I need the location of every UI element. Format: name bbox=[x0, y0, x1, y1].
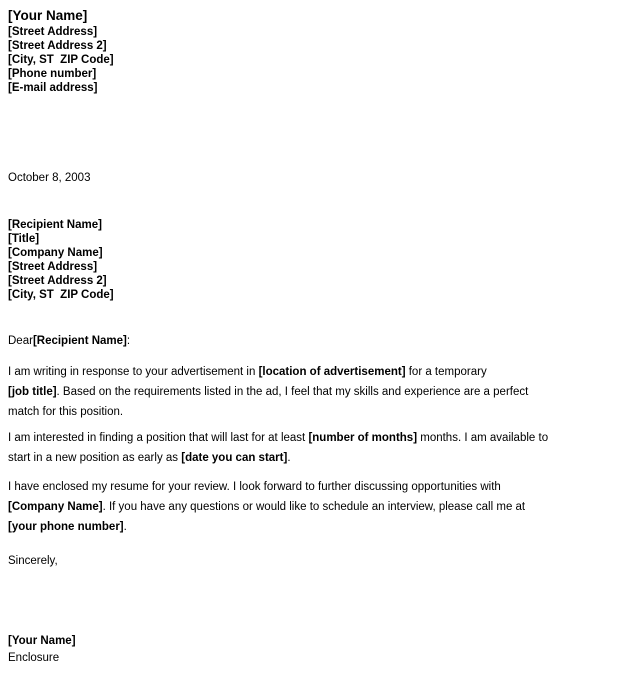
text-line bbox=[8, 497, 628, 517]
closing: Sincerely, bbox=[8, 555, 58, 567]
placeholder-field: [your phone number] bbox=[8, 521, 124, 533]
letter-date: October 8, 2003 bbox=[8, 172, 91, 184]
recipient-address-block bbox=[8, 218, 628, 302]
signature-name: [Your Name] bbox=[8, 635, 76, 647]
address-line: [Company Name] bbox=[8, 247, 103, 259]
text-segment: start in a new position as early as bbox=[8, 452, 182, 464]
text-segment: Dear bbox=[8, 335, 33, 347]
text-line bbox=[8, 382, 628, 402]
address-line: [City, ST ZIP Code] bbox=[8, 54, 114, 66]
text-segment: for a temporary bbox=[405, 366, 487, 378]
text-segment: I am interested in finding a position that will last for at least bbox=[8, 432, 309, 444]
text-segment: months. I am available to bbox=[417, 432, 549, 444]
placeholder-field: [Company Name] bbox=[8, 501, 103, 513]
body-paragraph-3 bbox=[8, 477, 628, 537]
text-line bbox=[8, 448, 628, 468]
text-line bbox=[8, 331, 628, 351]
address-line: [Title] bbox=[8, 233, 40, 245]
enclosure-note: Enclosure bbox=[8, 652, 60, 664]
text-segment: . bbox=[287, 452, 291, 464]
address-line: [Phone number] bbox=[8, 68, 97, 80]
text-line bbox=[8, 477, 628, 497]
text-segment: . Based on the requirements listed in the ad, I feel that my skills and experience are a perfect bbox=[56, 386, 529, 398]
text-segment: I am writing in response to your advertisement in bbox=[8, 366, 259, 378]
body-paragraph-1 bbox=[8, 362, 628, 422]
placeholder-field: [Recipient Name] bbox=[32, 335, 127, 347]
address-line: [E-mail address] bbox=[8, 82, 98, 94]
sender-name: [Your Name] bbox=[8, 8, 88, 23]
sender-address-lines bbox=[8, 25, 628, 95]
text-line bbox=[8, 517, 628, 537]
text-segment: . If you have any questions or would like to schedule an interview, please call me at bbox=[102, 501, 526, 513]
text-segment: match for this position. bbox=[8, 406, 124, 418]
placeholder-field: [location of advertisement] bbox=[258, 366, 406, 378]
sender-address-block bbox=[8, 7, 628, 95]
body-paragraph-2 bbox=[8, 428, 628, 468]
address-line: [Street Address 2] bbox=[8, 275, 107, 287]
address-line: [City, ST ZIP Code] bbox=[8, 289, 114, 301]
address-line: [Recipient Name] bbox=[8, 219, 102, 231]
text-line bbox=[8, 402, 628, 422]
placeholder-field: [number of months] bbox=[308, 432, 418, 444]
text-segment: : bbox=[126, 335, 131, 347]
address-line: [Street Address] bbox=[8, 261, 98, 273]
text-line bbox=[8, 362, 628, 382]
text-segment: I have enclosed my resume for your review. I look forward to further discussing opportunities with bbox=[8, 481, 501, 493]
salutation bbox=[8, 331, 628, 351]
placeholder-field: [job title] bbox=[8, 386, 57, 398]
address-line: [Street Address 2] bbox=[8, 40, 107, 52]
text-segment: . bbox=[123, 521, 127, 533]
placeholder-field: [date you can start] bbox=[181, 452, 288, 464]
address-line: [Street Address] bbox=[8, 26, 98, 38]
text-line bbox=[8, 428, 628, 448]
